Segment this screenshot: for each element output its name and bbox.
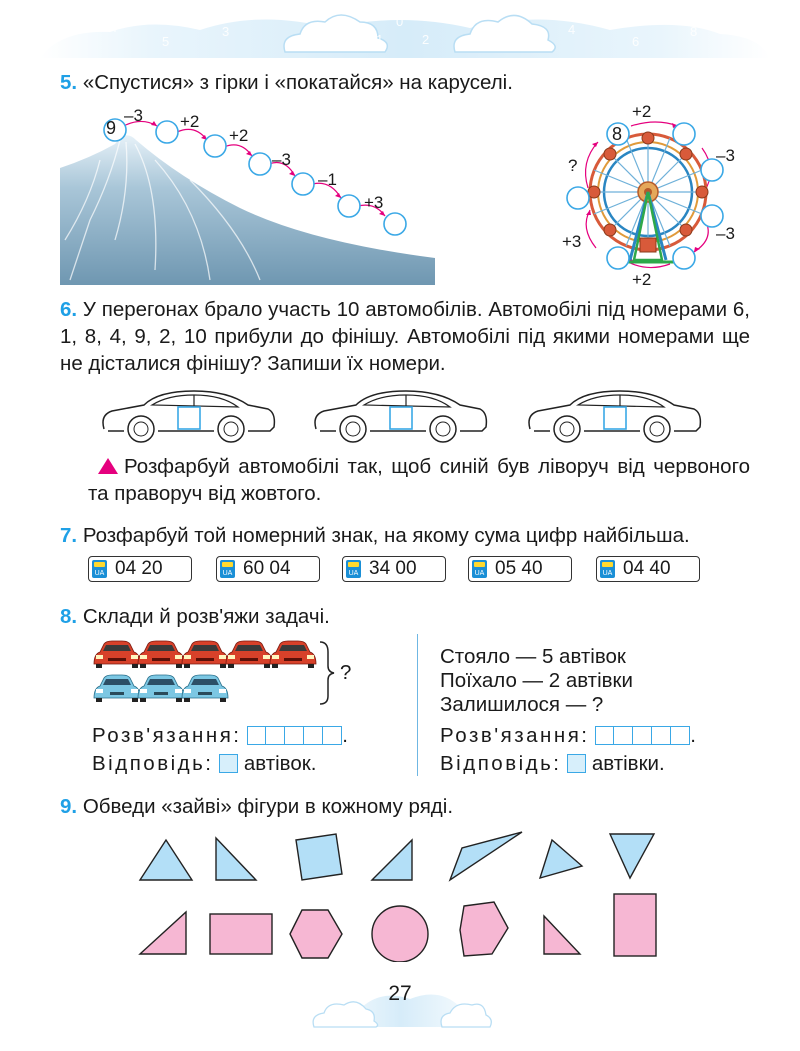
car-number-box <box>390 407 412 429</box>
hill-op: –3 <box>272 150 291 169</box>
task8-heading <box>60 604 330 630</box>
left-solution-row: Розв'язання: . <box>92 723 348 752</box>
square-shape <box>296 834 342 880</box>
header-digit: 5 <box>162 34 170 49</box>
task9-heading <box>60 794 453 820</box>
task-text: Розфарбуй той номерний знак, на якому сума цифр найбільша. <box>82 524 690 547</box>
triangle-shape <box>544 916 580 954</box>
hill-start-number: 9 <box>106 118 117 138</box>
license-plate[interactable] <box>216 556 320 582</box>
page-number: 27 <box>388 982 412 1005</box>
answer-unit: автівок. <box>243 752 317 775</box>
task-text: Обведи «зайві» фігури в кожному ряді. <box>82 795 454 818</box>
header-digit: 6 <box>632 34 640 49</box>
header-digit: 3 <box>222 24 230 39</box>
plate-number: 04 20 <box>115 558 163 579</box>
hill-op: +2 <box>180 112 200 131</box>
hexagon-shape <box>290 910 342 958</box>
header-clouds <box>0 0 800 60</box>
task-number: 5. <box>60 71 78 94</box>
task8-divider <box>417 634 418 776</box>
hexagon-shape <box>460 902 508 956</box>
wheel-start-number: 8 <box>612 124 623 144</box>
hill-circle <box>338 195 360 217</box>
right-answer-row <box>440 751 665 777</box>
rectangle-shape <box>210 914 272 954</box>
ua-flag-icon: UA <box>346 560 361 578</box>
hill-circle <box>384 213 406 235</box>
wheel-op: ? <box>568 156 578 175</box>
license-plate[interactable] <box>596 556 700 582</box>
ferris-wheel <box>556 100 756 280</box>
header-digit: 8 <box>690 24 698 39</box>
task-number: 6. <box>60 298 78 321</box>
header-digit: 1 <box>376 32 384 47</box>
hill-op: –1 <box>318 170 337 189</box>
plate-number: 34 00 <box>369 558 417 579</box>
wheel-op: +2 <box>632 102 652 121</box>
task6-text <box>60 296 750 377</box>
task-text: Склади й розв'яжи задачі. <box>82 605 330 628</box>
triangle-shape <box>216 838 256 880</box>
hill-op: –3 <box>124 106 143 125</box>
plate-number: 05 40 <box>495 558 543 579</box>
circle-shape <box>372 906 428 962</box>
right-solution-row: Розв'язання: . <box>440 723 696 752</box>
triangle-shape <box>450 832 522 880</box>
hill-op: +3 <box>364 193 384 212</box>
task5-heading <box>60 70 513 96</box>
problem-line: Поїхало — 2 автівки <box>440 669 633 692</box>
hill-path <box>95 110 425 240</box>
solution-answer-boxes[interactable] <box>595 726 690 752</box>
rectangle-shape <box>614 894 656 956</box>
solution-label: Розв'язання: <box>92 724 242 747</box>
solution-answer-boxes[interactable] <box>247 726 342 752</box>
answer-box[interactable] <box>219 754 238 773</box>
car-3 <box>524 383 704 445</box>
task6-subtask: Розфарбуй автомобілі так, щоб синій був ліворуч від червоного та праворуч від жовтого. <box>88 455 750 505</box>
answer-label: Відповідь: <box>440 752 562 775</box>
task-number: 8. <box>60 605 78 628</box>
ua-flag-icon: UA <box>92 560 107 578</box>
hill-circle <box>249 153 271 175</box>
license-plate[interactable] <box>342 556 446 582</box>
license-plate[interactable] <box>88 556 192 582</box>
task7-heading <box>60 523 690 549</box>
header-digit: 2 <box>422 32 430 47</box>
header-digit: 0 <box>396 14 404 29</box>
plate-number: 04 40 <box>623 558 671 579</box>
ua-flag-icon: UA <box>220 560 235 578</box>
car-2 <box>310 383 490 445</box>
car-1 <box>98 383 278 445</box>
ua-flag-icon: UA <box>600 560 615 578</box>
header-digit: 4 <box>568 22 576 37</box>
left-answer-row <box>92 751 316 777</box>
answer-unit: автівки. <box>591 752 665 775</box>
problem-line: Залишилося — ? <box>440 693 604 716</box>
header-digit: 7 <box>112 20 120 35</box>
task-text: У перегонах брало участь 10 автомобілів. Автомобілі під номерами 6, 1, 8, 4, 9, 2, 10 прибули до фінішу. Автомобілі під якими номерами ще не дісталися фінішу? Запиши їх номери. <box>60 298 750 375</box>
answer-box[interactable] <box>567 754 586 773</box>
triangle-shape <box>540 840 582 878</box>
triangle-shape <box>140 912 186 954</box>
hill-circle <box>292 173 314 195</box>
triangle-shape <box>372 840 412 880</box>
car-number-box <box>604 407 626 429</box>
task-number: 7. <box>60 524 78 547</box>
car-number-box <box>178 407 200 429</box>
hill-circle <box>204 135 226 157</box>
hill-op: +2 <box>229 126 249 145</box>
task-text: «Спустися» з гірки і «покатайся» на каруселі. <box>82 71 513 94</box>
car-group-illustration <box>92 638 362 708</box>
license-plate[interactable] <box>468 556 572 582</box>
answer-label: Відповідь: <box>92 752 214 775</box>
ua-flag-icon: UA <box>472 560 487 578</box>
triangle-shape <box>610 834 654 878</box>
solution-label: Розв'язання: <box>440 724 590 747</box>
wheel-op: +2 <box>632 270 652 289</box>
wheel-op: –3 <box>716 224 735 243</box>
shapes-row-1 <box>130 828 690 888</box>
task-number: 9. <box>60 795 78 818</box>
problem-line: Стояло — 5 автівок <box>440 645 626 668</box>
hill-circle <box>156 121 178 143</box>
plate-number: 60 04 <box>243 558 291 579</box>
shapes-row-2 <box>130 892 690 962</box>
brace-question: ? <box>340 661 352 684</box>
wheel-op: –3 <box>716 146 735 165</box>
wheel-op: +3 <box>562 232 582 251</box>
triangle-shape <box>140 840 192 880</box>
